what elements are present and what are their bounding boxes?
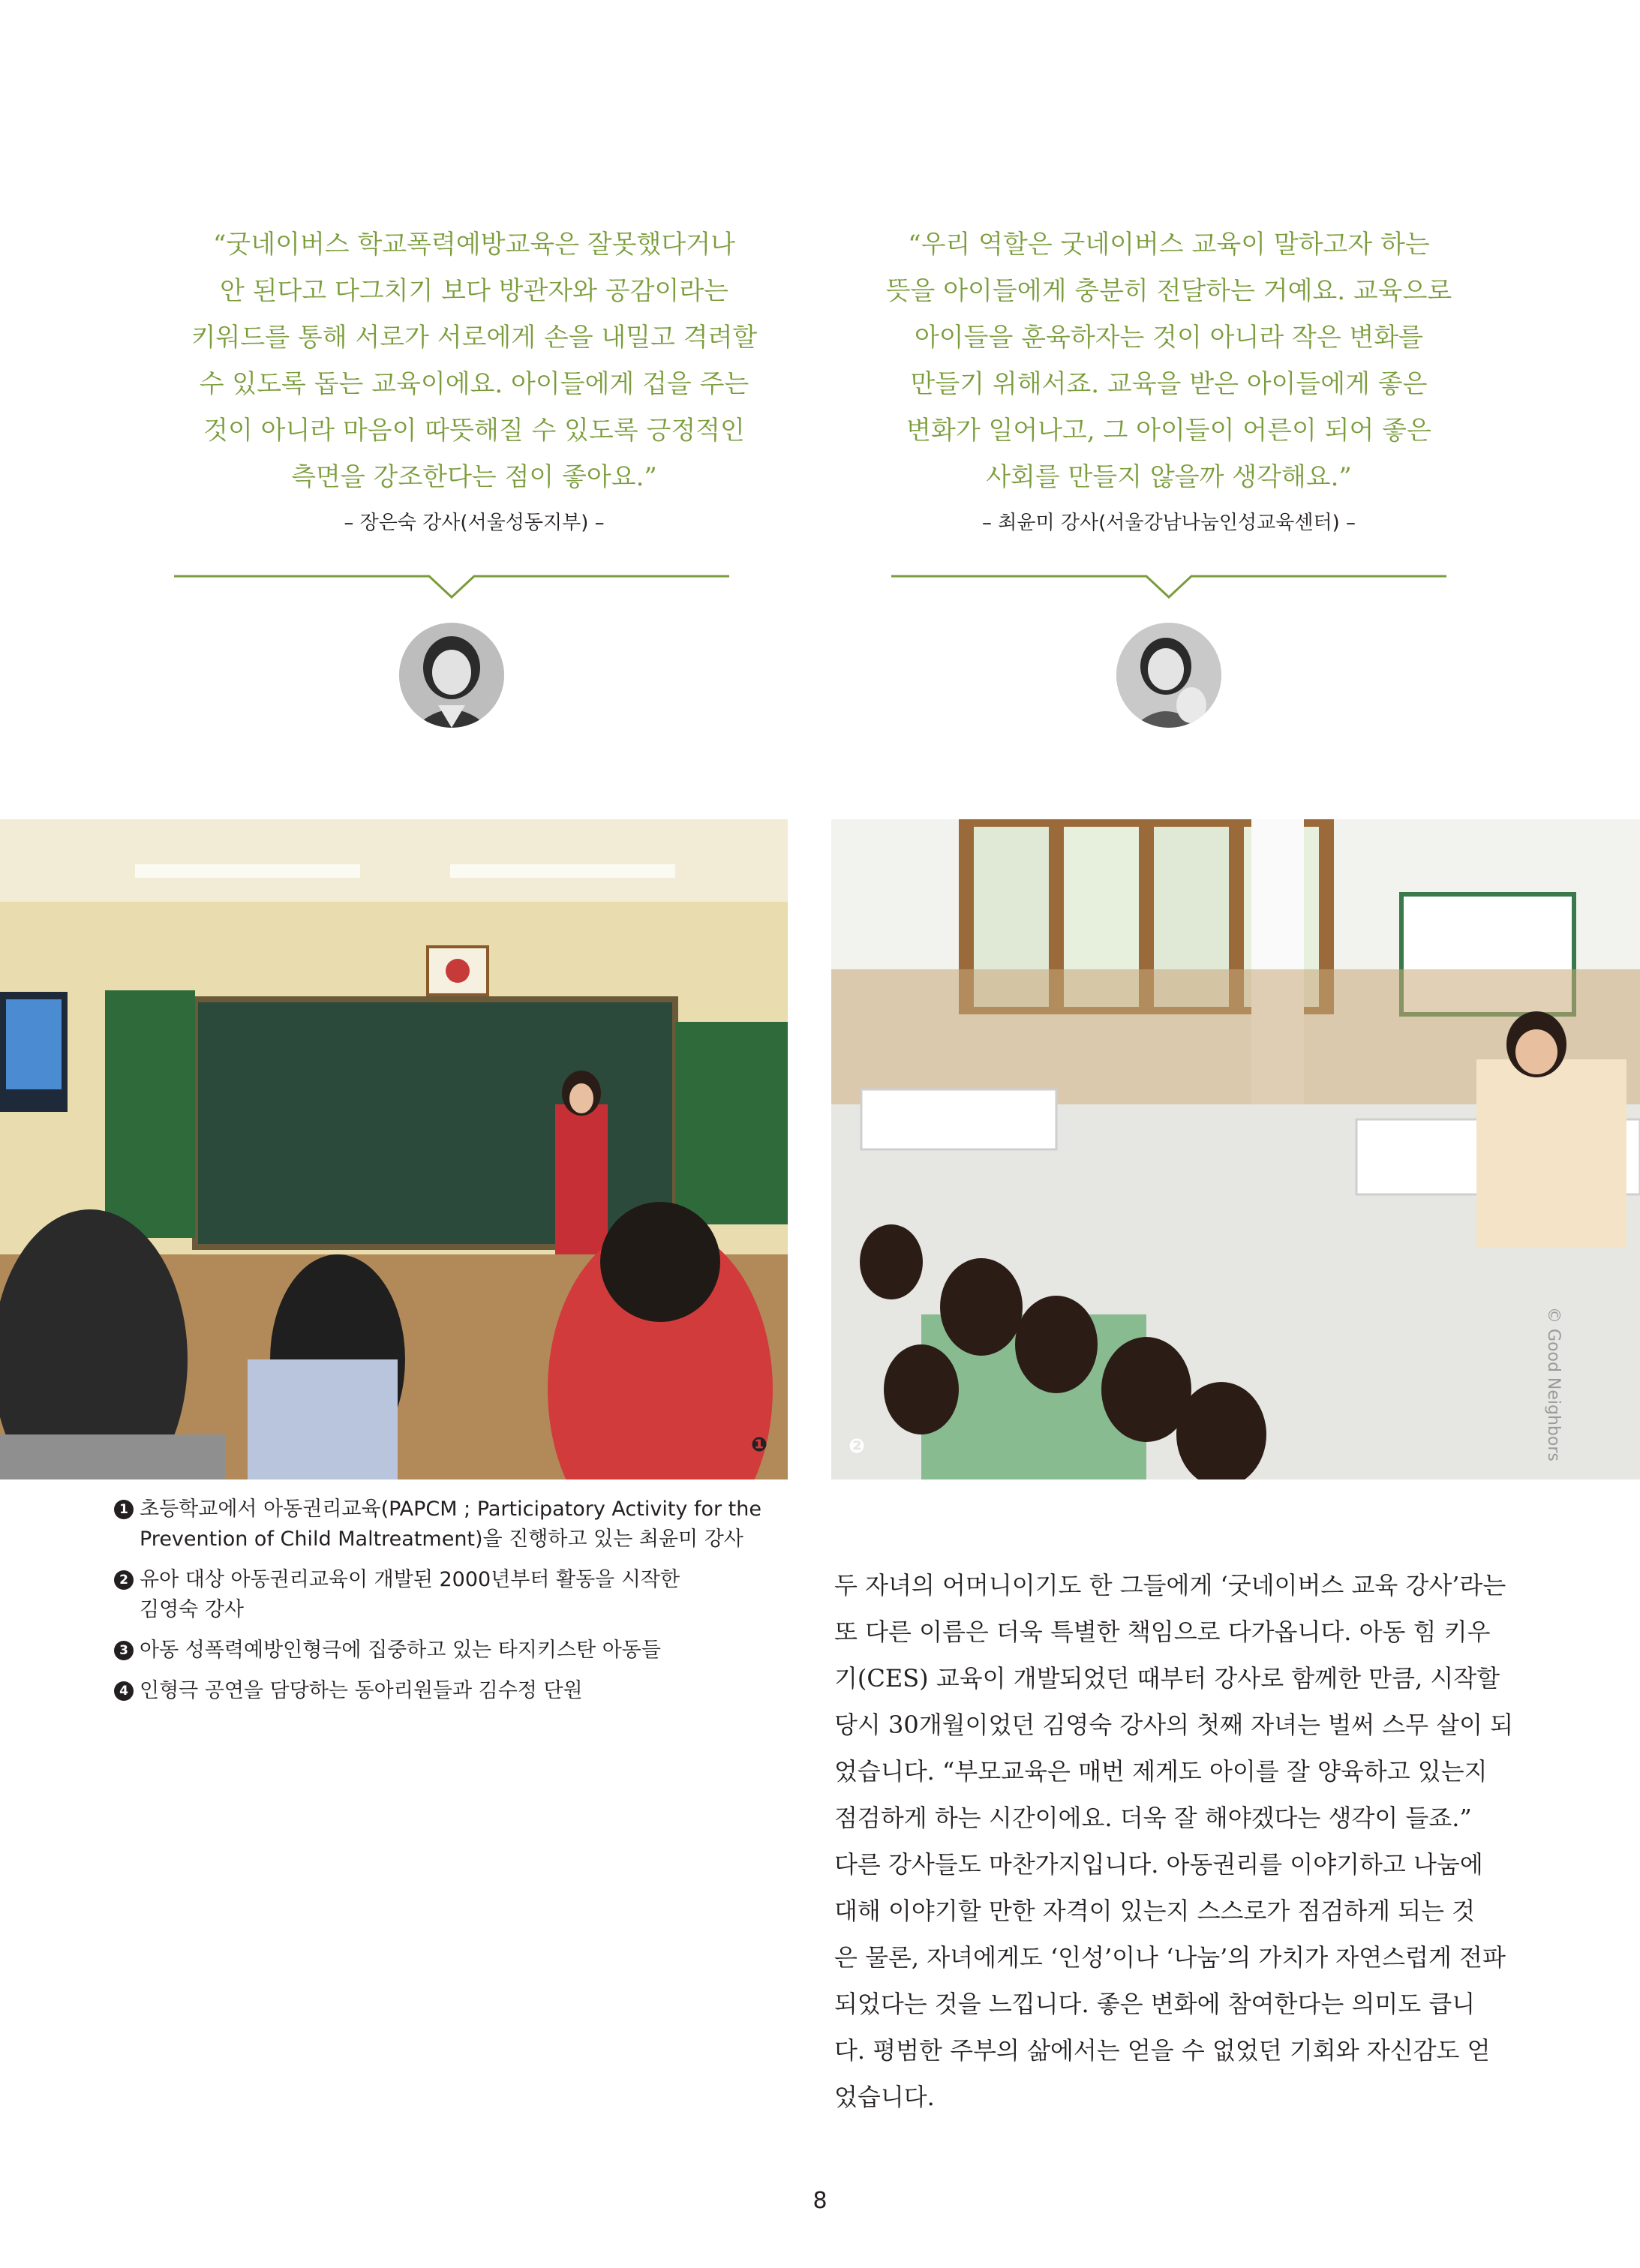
article-body [834, 1562, 1514, 2120]
page-number: 8 [812, 2188, 828, 2214]
quote-line: 아이들을 훈육하자는 것이 아니라 작은 변화를 [914, 323, 1424, 353]
photo-kindergarten [831, 819, 1640, 1479]
quote-line: 뜻을 아이들에게 충분히 전달하는 거예요. 교육으로 [885, 276, 1452, 306]
quote-line: 측면을 강조한다는 점이 좋아요.” [291, 462, 657, 492]
quote-line: “굿네이버스 학교폭력예방교육은 잘못했다거나 [213, 230, 735, 260]
body-line: 대해 이야기할 만한 자격이 있는지 스스로가 점검하게 되는 것 [834, 1897, 1476, 1925]
quote-line: 안 된다고 다그치기 보다 방관자와 공감이라는 [219, 276, 729, 306]
quote-line: 수 있도록 돕는 교육이에요. 아이들에게 겁을 주는 [199, 369, 749, 399]
body-line: 었습니다. [834, 2083, 935, 2111]
quote-left-attribution: – 장은숙 강사(서울성동지부) – [344, 512, 605, 534]
caption-4 [114, 1676, 789, 1706]
body-line: 당시 30개월이었던 김영숙 강사의 첫째 자녀는 벌써 스무 살이 되 [834, 1711, 1514, 1739]
caption-line: 유아 대상 아동권리교육이 개발된 2000년부터 활동을 시작한 [140, 1568, 680, 1591]
caption-line: 아동 성폭력예방인형극에 집중하고 있는 타지키스탄 아동들 [140, 1639, 661, 1662]
body-line: 기(CES) 교육이 개발되었던 때부터 강사로 함께한 만큼, 시작할 [834, 1664, 1500, 1693]
avatar-left [399, 623, 504, 728]
caption-2 [114, 1565, 789, 1625]
caption-number: 1 [114, 1500, 134, 1519]
body-line: 은 물론, 자녀에게도 ‘인성’이나 ‘나눔’의 가치가 자연스럽게 전파 [834, 1943, 1506, 1972]
caption-line: 초등학교에서 아동권리교육(PAPCM ; Participatory Activity for the [140, 1497, 761, 1521]
quote-right [861, 221, 1476, 500]
quote-line: 만들기 위해서죠. 교육을 받은 아이들에게 좋은 [910, 369, 1428, 399]
body-line: 점검하게 하는 시간이에요. 더욱 잘 해야겠다는 생각이 들죠.” [834, 1804, 1472, 1832]
photo-marker-1: ❶ [750, 1434, 767, 1456]
body-line: 되었다는 것을 느낍니다. 좋은 변화에 참여한다는 의미도 큽니 [834, 1990, 1476, 2018]
caption-number: 2 [114, 1570, 134, 1590]
body-line: 두 자녀의 어머니이기도 한 그들에게 ‘굿네이버스 교육 강사’라는 [834, 1571, 1506, 1600]
caption-line: 인형극 공연을 담당하는 동아리원들과 김수정 단원 [140, 1679, 583, 1702]
caption-3 [114, 1636, 789, 1666]
photo-captions [114, 1494, 789, 1717]
quote-line: 사회를 만들지 않을까 생각해요.” [986, 462, 1352, 492]
caption-line: 김영숙 강사 [140, 1598, 244, 1621]
quote-line: 변화가 일어나고, 그 아이들이 어른이 되어 좋은 [906, 416, 1431, 446]
avatar-right [1116, 623, 1221, 728]
quote-line: 키워드를 통해 서로가 서로에게 손을 내밀고 격려할 [191, 323, 758, 353]
photo-classroom [0, 819, 788, 1479]
quote-right-divider [891, 569, 1446, 599]
quote-left-divider [174, 569, 729, 599]
caption-line: Prevention of Child Maltreatment)을 진행하고 있는 최윤미 강사 [140, 1528, 743, 1551]
quote-left [167, 221, 782, 500]
caption-1 [114, 1494, 789, 1555]
quote-right-attribution: – 최윤미 강사(서울강남나눔인성교육센터) – [981, 512, 1356, 534]
body-line: 다른 강사들도 마찬가지입니다. 아동권리를 이야기하고 나눔에 [834, 1850, 1483, 1879]
caption-number: 4 [114, 1681, 134, 1701]
photo-marker-2: ❷ [848, 1435, 865, 1458]
photo-credit: © Good Neighbors [1544, 1307, 1563, 1461]
quote-line: 것이 아니라 마음이 따뜻해질 수 있도록 긍정적인 [203, 416, 745, 446]
caption-number: 3 [114, 1641, 134, 1660]
body-line: 었습니다. “부모교육은 매번 제게도 아이를 잘 양육하고 있는지 [834, 1757, 1488, 1786]
quote-line: “우리 역할은 굿네이버스 교육이 말하고자 하는 [908, 230, 1430, 260]
body-line: 또 다른 이름은 더욱 특별한 책임으로 다가옵니다. 아동 힘 키우 [834, 1618, 1491, 1646]
body-line: 다. 평범한 주부의 삶에서는 얻을 수 없었던 기회와 자신감도 얻 [834, 2036, 1491, 2065]
